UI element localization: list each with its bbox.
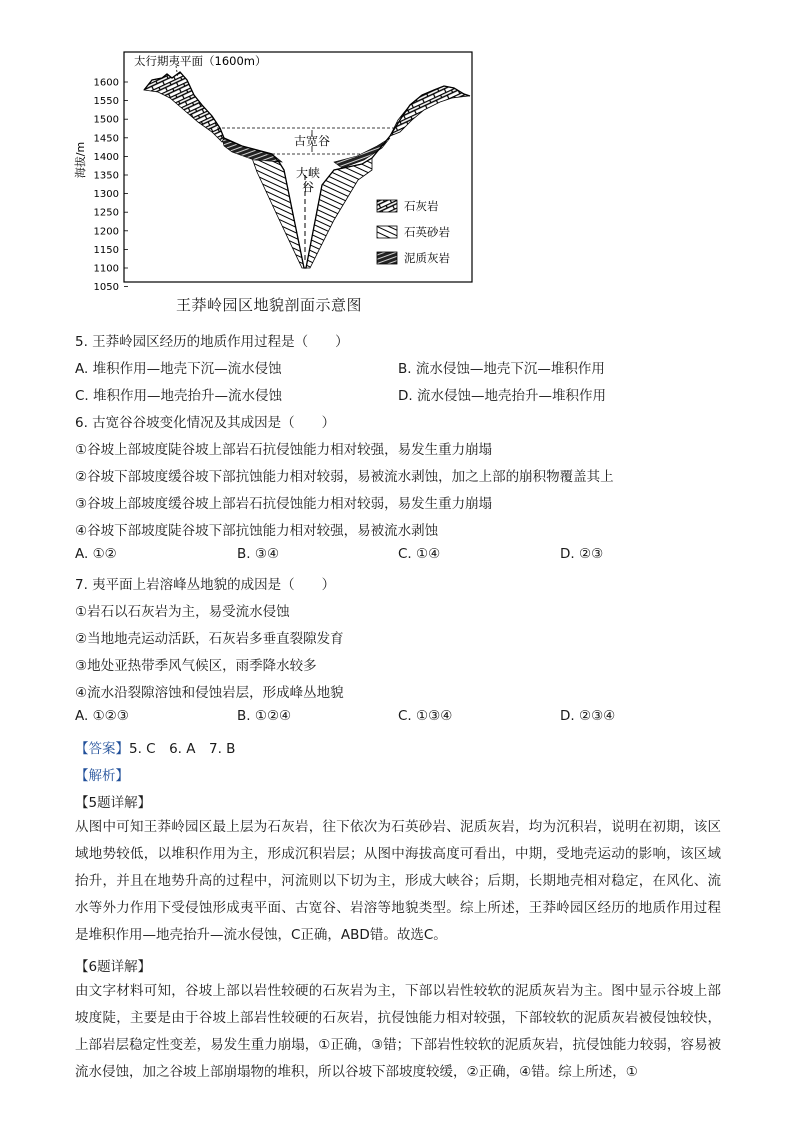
q6-option-c: C. ①④	[398, 546, 441, 562]
q5-option-c: C. 堆积作用—地壳抬升—流水侵蚀	[75, 388, 283, 404]
y-tick-label: 1500	[93, 114, 119, 126]
q6-option-b: B. ③④	[237, 546, 280, 562]
q7-option-a: A. ①②③	[75, 708, 129, 724]
y-tick-label: 1300	[93, 189, 119, 201]
d5-text: 从图中可知王莽岭园区最上层为石灰岩，往下依次为石英砂岩、泥质灰岩，均为沉积岩，说明在初期，该区域地势较低，以堆积作用为主，形成沉积岩层；从图中海拔高度可看出，中期，受地壳运动的影响，该区域抬升，并且在地势升高的过程中，河流则以下切为主，形成大峡谷；后期，长期地壳相对稳定，在风化、流水等外力作用下受侵蚀形成夷平面、古宽谷、岩溶等地貌类型。综上所述，王莽岭园区经历的地质作用过程是堆积作用—地壳抬升—流水侵蚀，C正确，ABD错。故选C。	[75, 819, 721, 943]
ancient-valley-label: 古宽谷	[293, 134, 331, 148]
answer-tag: 【答案】	[75, 741, 129, 757]
y-tick-label: 1350	[93, 170, 119, 182]
q7-statement-2: ②当地地壳运动活跃，石灰岩多垂直裂隙发育	[75, 631, 344, 647]
q6-stem: 6. 古宽谷谷坡变化情况及其成因是（ ）	[75, 415, 336, 431]
legend	[377, 199, 450, 265]
d6-text: 由文字材料可知，谷坡上部以岩性较硬的石灰岩为主，下部以岩性较软的泥质灰岩为主。图中显示谷坡上部坡度陡，主要是由于谷坡上部岩性较硬的石灰岩，抗侵蚀能力相对较强，下部较软的泥质灰岩被侵蚀较快，上部岩层稳定性变差，易发生重力崩塌，①正确，③错；下部岩性较软的泥质灰岩，抗侵蚀能力较弱，容易被流水侵蚀，加之谷坡上部崩塌物的堆积，所以谷坡下部坡度较缓，②正确，④错。综上所述，①	[75, 983, 721, 1080]
q7-option-d: D. ②③④	[560, 708, 616, 724]
d6-heading: 【6题详解】	[75, 959, 152, 975]
profile-diagram	[72, 50, 482, 295]
q7-option-b: B. ①②④	[237, 708, 292, 724]
q7-stem: 7. 夷平面上岩溶峰丛地貌的成因是（ ）	[75, 577, 336, 593]
y-tick-label: 1400	[93, 151, 119, 163]
y-tick-label: 1450	[93, 133, 119, 145]
q7-option-c: C. ①③④	[398, 708, 453, 724]
q5-option-d: D. 流水侵蚀—地壳抬升—堆积作用	[398, 388, 606, 404]
q5-option-a: A. 堆积作用—地壳下沉—流水侵蚀	[75, 361, 282, 377]
q6-statement-2: ②谷坡下部坡度缓谷坡下部抗蚀能力相对较弱，易被流水剥蚀，加之上部的崩积物覆盖其上	[75, 469, 614, 485]
y-axis-label: 海拔/m	[74, 141, 87, 179]
q7-statement-4: ④流水沿裂隙溶蚀和侵蚀岩层，形成峰丛地貌	[75, 685, 344, 701]
legend-swatch-marl	[377, 252, 397, 264]
q5-stem: 5. 王莽岭园区经历的地质作用过程是（ ）	[75, 334, 349, 350]
q5-option-b: B. 流水侵蚀—地壳下沉—堆积作用	[398, 361, 605, 377]
y-tick-label: 1150	[93, 244, 119, 256]
analysis-tag: 【解析】	[75, 768, 129, 784]
d5-heading: 【5题详解】	[75, 795, 152, 811]
y-tick-label: 1050	[93, 282, 119, 294]
y-tick-label: 1200	[93, 226, 119, 238]
y-tick-label: 1600	[93, 77, 119, 89]
q7-statement-3: ③地处亚热带季风气候区，雨季降水较多	[75, 658, 317, 674]
y-tick-label: 1550	[93, 96, 119, 108]
q6-statement-4: ④谷坡下部坡度陡谷坡下部抗蚀能力相对较强，易被流水剥蚀	[75, 523, 439, 539]
limestone-right	[390, 86, 468, 136]
legend-label-limestone: 石灰岩	[404, 199, 439, 213]
y-tick-label: 1250	[93, 207, 119, 219]
canyon-label: 大峡谷	[295, 166, 321, 194]
y-axis	[94, 78, 128, 294]
legend-swatch-limestone	[377, 200, 397, 212]
q6-statement-3: ③谷坡上部坡度缓谷坡上部岩石抗侵蚀能力相对较弱，易发生重力崩塌	[75, 496, 493, 512]
legend-swatch-sandstone	[377, 226, 397, 238]
geology-figure	[72, 50, 482, 320]
q6-option-d: D. ②③	[560, 546, 604, 562]
figure-caption: 王莽岭园区地貌剖面示意图	[176, 296, 363, 314]
legend-label-sandstone: 石英砂岩	[404, 225, 450, 239]
q6-option-a: A. ①②	[75, 546, 117, 562]
y-tick-label: 1100	[93, 263, 119, 275]
q6-statement-1: ①谷坡上部坡度陡谷坡上部岩石抗侵蚀能力相对较强，易发生重力崩塌	[75, 442, 493, 458]
answer-line	[75, 737, 235, 757]
answer-text: 5. C 6. A 7. B	[129, 741, 236, 757]
q7-statement-1: ①岩石以石灰岩为主，易受流水侵蚀	[75, 604, 290, 620]
top-label: 太行期夷平面（1600m）	[134, 54, 267, 68]
limestone-left	[144, 72, 224, 142]
legend-label-marl: 泥质灰岩	[404, 251, 450, 265]
